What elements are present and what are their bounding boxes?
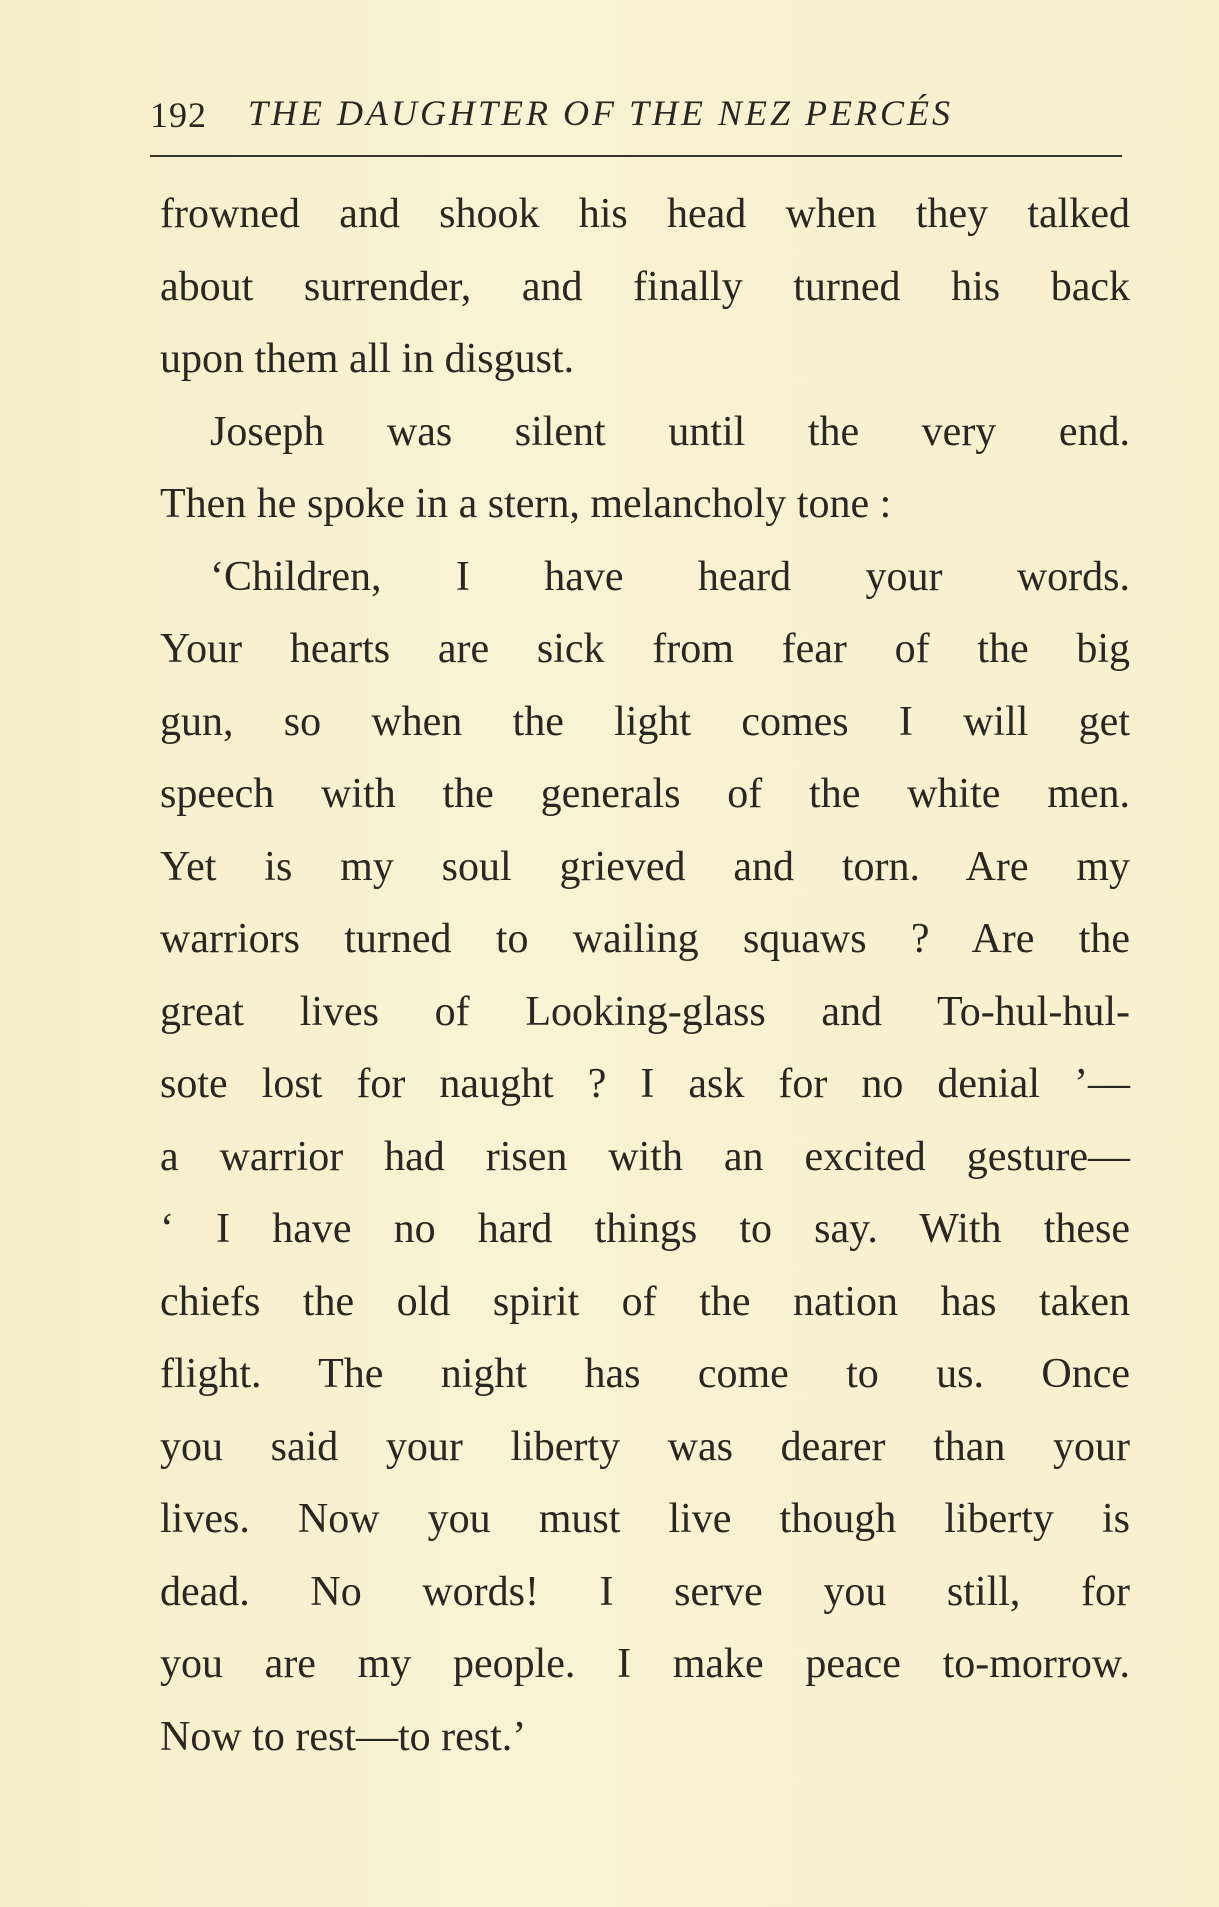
text-line: great lives of Looking-glass and To-hul-hul-: [160, 988, 1130, 1035]
text-line: warriors turned to wailing squaws ? Are the: [160, 916, 1130, 962]
running-header: [150, 88, 1120, 148]
text-line: a warrior had risen with an excited gesture—: [160, 1133, 1130, 1180]
text-line: lives. Now you must live though liberty is: [160, 1496, 1130, 1542]
text-line: Your hearts are sick from fear of the big: [160, 626, 1130, 672]
text-line: you are my people. I make peace to-morrow.: [160, 1641, 1130, 1687]
header-rule: [150, 155, 1122, 157]
text-line: ‘ I have no hard things to say. With these: [160, 1206, 1130, 1252]
text-line: flight. The night has come to us. Once: [160, 1351, 1130, 1397]
running-title: THE DAUGHTER OF THE NEZ PERCÉS: [248, 93, 953, 133]
text-line: ‘Children, I have heard your words.: [210, 553, 1130, 600]
text-line: sote lost for naught ? I ask for no denial ’—: [160, 1061, 1130, 1107]
text-line: about surrender, and finally turned his back: [160, 263, 1130, 310]
page-number: 192: [150, 95, 207, 135]
text-line: frowned and shook his head when they talked: [160, 191, 1130, 237]
text-line: speech with the generals of the white men.: [160, 771, 1130, 817]
text-line: Yet is my soul grieved and torn. Are my: [160, 843, 1130, 890]
text-line: Now to rest—to rest.’: [160, 1713, 527, 1760]
text-line: chiefs the old spirit of the nation has taken: [160, 1278, 1130, 1325]
text-line: upon them all in disgust.: [160, 336, 575, 382]
text-line: Joseph was silent until the very end.: [210, 408, 1130, 455]
text-line: dead. No words! I serve you still, for: [160, 1568, 1130, 1615]
text-line: Then he spoke in a stern, melancholy tone :: [160, 481, 892, 527]
text-line: gun, so when the light comes I will get: [160, 698, 1130, 745]
body-text: [160, 178, 1130, 1773]
text-line: you said your liberty was dearer than your: [160, 1423, 1130, 1470]
